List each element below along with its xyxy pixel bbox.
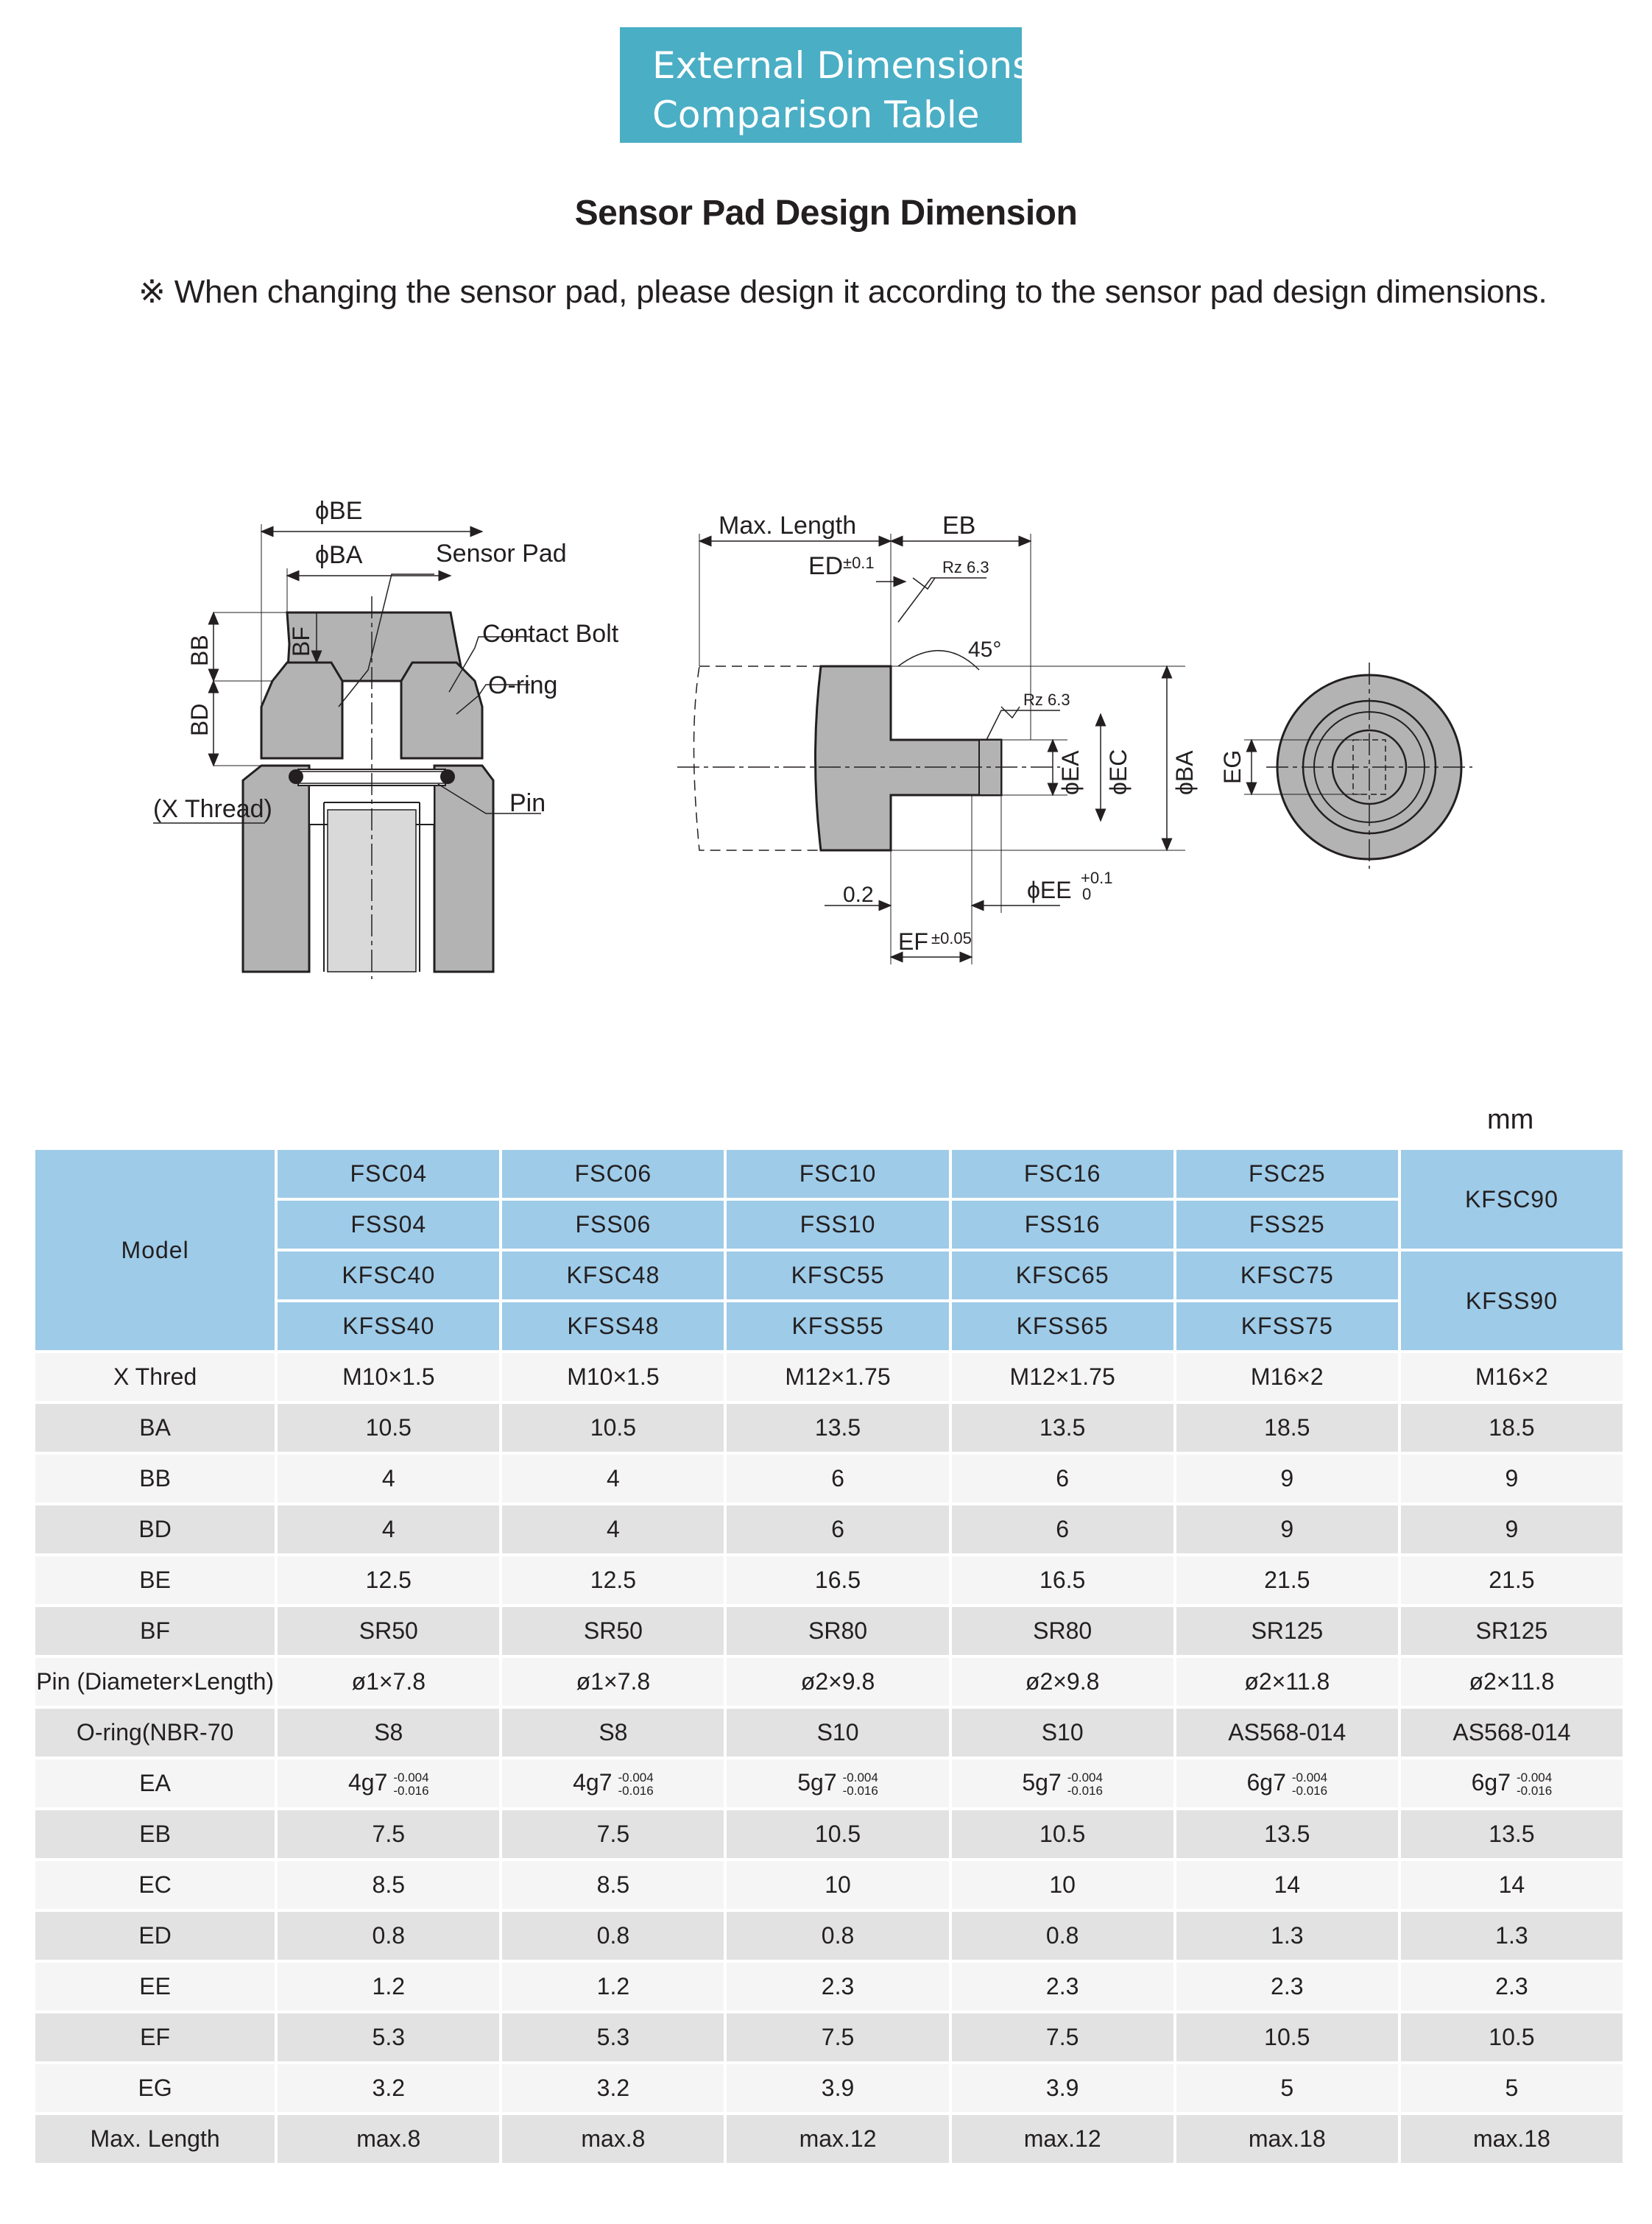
table-cell: SR125	[1401, 1607, 1623, 1655]
tolerance-upper: -0.004	[393, 1770, 429, 1785]
tolerance-lower: -0.016	[1517, 1783, 1553, 1798]
table-cell: S8	[278, 1709, 499, 1757]
label-eb: EB	[942, 512, 976, 540]
label-ed: ED	[808, 552, 844, 580]
table-cell: 3.2	[278, 2064, 499, 2112]
tolerance-lower: -0.016	[1291, 1783, 1328, 1798]
tolerance-lower: -0.016	[1067, 1783, 1103, 1798]
table-cell: 0.8	[278, 1912, 499, 1960]
table-cell: 7.5	[502, 1810, 724, 1858]
table-cell: 2.3	[1176, 1963, 1398, 2011]
table-cell: 10.5	[727, 1810, 948, 1858]
table-cell: 14	[1176, 1861, 1398, 1909]
table-row	[35, 1963, 1623, 2011]
table-cell: M16×2	[1401, 1353, 1623, 1401]
table-cell: 21.5	[1401, 1556, 1623, 1604]
section-heading: Sensor Pad Design Dimension	[574, 194, 1078, 233]
table-cell: S10	[727, 1709, 948, 1757]
label-ec: ϕEC	[1105, 749, 1132, 795]
tolerance-upper: -0.004	[1517, 1770, 1553, 1785]
pad-end-view	[1219, 663, 1472, 869]
table-cell: M12×1.75	[952, 1353, 1173, 1401]
table-cell: max.18	[1176, 2115, 1398, 2163]
table-cell: 9	[1401, 1505, 1623, 1553]
table-cell: 5.3	[278, 2013, 499, 2061]
table-row	[35, 1455, 1623, 1503]
table-row	[35, 1556, 1623, 1604]
model-cell: FSC16	[952, 1150, 1173, 1198]
table-cell: M10×1.5	[502, 1353, 724, 1401]
table-cell: 7.5	[952, 2013, 1173, 2061]
label-ef-tol: ±0.05	[931, 929, 972, 947]
table-cell: 12.5	[278, 1556, 499, 1604]
row-label: EE	[35, 1963, 275, 2011]
cell-value: 4g7	[573, 1769, 613, 1796]
table-cell	[952, 1759, 1173, 1807]
row-label: BB	[35, 1455, 275, 1503]
table-cell: 4	[278, 1505, 499, 1553]
table-cell: 6	[952, 1455, 1173, 1503]
table-cell	[1401, 1759, 1623, 1807]
table-row	[35, 1759, 1623, 1807]
unit-label: mm	[1487, 1104, 1534, 1135]
banner-line-1: External Dimensions	[652, 44, 1032, 87]
design-note: ※ When changing the sensor pad, please design it according to the sensor pad design dimensions.	[138, 274, 1547, 310]
table-cell	[278, 1759, 499, 1807]
cell-value: 5g7	[1022, 1769, 1062, 1796]
tolerance	[843, 1771, 878, 1798]
table-cell: 5	[1176, 2064, 1398, 2112]
table-cell: 10.5	[278, 1404, 499, 1452]
table-cell	[502, 1759, 724, 1807]
table-cell: SR125	[1176, 1607, 1398, 1655]
cell-value: 6g7	[1471, 1769, 1511, 1796]
table-cell: 5.3	[502, 2013, 724, 2061]
model-cell: KFSC40	[278, 1252, 499, 1299]
model-header-row	[35, 1150, 1623, 1198]
row-label: BE	[35, 1556, 275, 1604]
table-cell: 2.3	[952, 1963, 1173, 2011]
row-label: ED	[35, 1912, 275, 1960]
label-ba: ϕBA	[315, 541, 363, 569]
table-cell: ø2×11.8	[1401, 1658, 1623, 1706]
table-cell	[727, 1759, 948, 1807]
table-cell: 8.5	[502, 1861, 724, 1909]
table-cell: max.8	[278, 2115, 499, 2163]
table-row	[35, 1709, 1623, 1757]
model-cell: FSC04	[278, 1150, 499, 1198]
model-cell: KFSS75	[1176, 1302, 1398, 1350]
table-cell: 0.8	[727, 1912, 948, 1960]
table-cell: 10.5	[1176, 2013, 1398, 2061]
table-cell: 6	[727, 1455, 948, 1503]
tolerance-upper: -0.004	[1291, 1770, 1328, 1785]
table-cell: max.18	[1401, 2115, 1623, 2163]
model-cell: KFSC75	[1176, 1252, 1398, 1299]
table-cell: 4	[502, 1455, 724, 1503]
cell-value: 6g7	[1246, 1769, 1286, 1796]
tolerance-lower: -0.016	[393, 1783, 429, 1798]
title-banner	[620, 27, 1032, 143]
table-row	[35, 1658, 1623, 1706]
table-cell: 6	[952, 1505, 1173, 1553]
label-pin: Pin	[509, 789, 546, 817]
model-cell: KFSS40	[278, 1302, 499, 1350]
table-row	[35, 1353, 1623, 1401]
table-cell: 1.3	[1176, 1912, 1398, 1960]
label-contact-bolt: Contact Bolt	[482, 620, 619, 648]
table-cell: ø2×9.8	[727, 1658, 948, 1706]
table-cell: 10.5	[1401, 2013, 1623, 2061]
model-cell: KFSS55	[727, 1302, 948, 1350]
assembly-section-view	[153, 497, 619, 979]
label-ee-tol-top: +0.1	[1081, 869, 1113, 887]
table-cell: 2.3	[727, 1963, 948, 2011]
label-ed-tol: ±0.1	[843, 554, 875, 572]
row-label: BA	[35, 1404, 275, 1452]
pad-body-shape	[816, 666, 1002, 850]
table-cell: 2.3	[1401, 1963, 1623, 2011]
label-max-length: Max. Length	[719, 512, 857, 540]
table-cell: 12.5	[502, 1556, 724, 1604]
contact-bolt-left	[261, 663, 342, 758]
row-label: BD	[35, 1505, 275, 1553]
table-cell	[1176, 1759, 1398, 1807]
row-label: Max. Length	[35, 2115, 275, 2163]
table-cell: M12×1.75	[727, 1353, 948, 1401]
table-cell: 4	[502, 1505, 724, 1553]
row-label: EF	[35, 2013, 275, 2061]
table-cell: 10	[952, 1861, 1173, 1909]
label-oring: O-ring	[488, 671, 558, 699]
table-cell: 9	[1176, 1455, 1398, 1503]
tolerance-lower: -0.016	[842, 1783, 878, 1798]
table-cell: ø2×9.8	[952, 1658, 1173, 1706]
label-rz-top: Rz 6.3	[942, 558, 989, 576]
table-cell: 18.5	[1401, 1404, 1623, 1452]
tolerance-lower: -0.016	[618, 1783, 654, 1798]
table-cell: 4	[278, 1455, 499, 1503]
table-cell: 7.5	[278, 1810, 499, 1858]
table-row	[35, 2115, 1623, 2163]
table-cell: 13.5	[1401, 1810, 1623, 1858]
table-cell: SR80	[952, 1607, 1173, 1655]
model-cell: FSC25	[1176, 1150, 1398, 1198]
label-eg: EG	[1219, 749, 1246, 784]
table-cell: 5	[1401, 2064, 1623, 2112]
label-rz-bottom: Rz 6.3	[1023, 691, 1070, 709]
table-row	[35, 1607, 1623, 1655]
contact-bolt-right	[401, 663, 482, 758]
label-ea: ϕEA	[1057, 750, 1084, 795]
table-cell: 3.9	[952, 2064, 1173, 2112]
table-cell: M16×2	[1176, 1353, 1398, 1401]
row-label: EC	[35, 1861, 275, 1909]
table-cell: 0.8	[952, 1912, 1173, 1960]
label-be: ϕBE	[315, 497, 363, 525]
table-cell: 14	[1401, 1861, 1623, 1909]
table-cell: 3.9	[727, 2064, 948, 2112]
tolerance	[618, 1771, 654, 1798]
model-cell: FSS16	[952, 1201, 1173, 1249]
table-cell: max.12	[727, 2115, 948, 2163]
table-cell: 0.8	[502, 1912, 724, 1960]
model-label: Model	[35, 1150, 275, 1350]
label-gap: 0.2	[843, 883, 874, 907]
table-cell: 9	[1401, 1455, 1623, 1503]
table-cell: 21.5	[1176, 1556, 1398, 1604]
table-cell: max.12	[952, 2115, 1173, 2163]
oring-left	[289, 769, 303, 784]
table-cell: ø1×7.8	[502, 1658, 724, 1706]
label-ee: ϕEE	[1027, 877, 1072, 903]
banner-line-2: Comparison Table	[652, 93, 980, 136]
tolerance	[1292, 1771, 1327, 1798]
table-cell: ø1×7.8	[278, 1658, 499, 1706]
table-cell: ø2×11.8	[1176, 1658, 1398, 1706]
row-label: O-ring(NBR-70	[35, 1709, 275, 1757]
table-cell: 1.2	[502, 1963, 724, 2011]
table-cell: 18.5	[1176, 1404, 1398, 1452]
label-ee-tol-bottom: 0	[1082, 885, 1092, 903]
pad-detail-view	[677, 512, 1198, 964]
table-cell: SR50	[278, 1607, 499, 1655]
table-cell: 13.5	[727, 1404, 948, 1452]
label-angle: 45°	[968, 638, 1002, 662]
table-cell: 13.5	[1176, 1810, 1398, 1858]
table-cell: M10×1.5	[278, 1353, 499, 1401]
label-bd: BD	[186, 703, 213, 736]
model-cell: FSS25	[1176, 1201, 1398, 1249]
label-x-thread: (X Thread)	[153, 795, 272, 823]
table-cell: 3.2	[502, 2064, 724, 2112]
label-ef: EF	[898, 928, 928, 955]
cell-value: 4g7	[347, 1769, 388, 1796]
row-label: EB	[35, 1810, 275, 1858]
table-cell: 10.5	[502, 1404, 724, 1452]
table-row	[35, 2013, 1623, 2061]
row-label: EG	[35, 2064, 275, 2112]
tolerance-upper: -0.004	[1067, 1770, 1103, 1785]
row-label: EA	[35, 1759, 275, 1807]
row-label: X Thred	[35, 1353, 275, 1401]
table-cell: 16.5	[952, 1556, 1173, 1604]
label-ba-detail: ϕBA	[1171, 750, 1198, 795]
table-cell: S8	[502, 1709, 724, 1757]
table-row	[35, 1404, 1623, 1452]
dimensions-table	[32, 1147, 1625, 2166]
model-cell: FSC06	[502, 1150, 724, 1198]
tolerance-upper: -0.004	[842, 1770, 878, 1785]
model-cell: FSC10	[727, 1150, 948, 1198]
table-cell: SR50	[502, 1607, 724, 1655]
tolerance	[393, 1771, 428, 1798]
table-row	[35, 1810, 1623, 1858]
table-cell: 1.2	[278, 1963, 499, 2011]
model-cell: KFSC48	[502, 1252, 724, 1299]
table-cell: 7.5	[727, 2013, 948, 2061]
table-cell: AS568-014	[1401, 1709, 1623, 1757]
tolerance-upper: -0.004	[618, 1770, 654, 1785]
table-cell: 6	[727, 1505, 948, 1553]
label-sensor-pad: Sensor Pad	[436, 540, 567, 568]
tolerance	[1067, 1771, 1103, 1798]
model-cell: FSS10	[727, 1201, 948, 1249]
table-cell: 9	[1176, 1505, 1398, 1553]
table-cell: 1.3	[1401, 1912, 1623, 1960]
table-cell: 13.5	[952, 1404, 1173, 1452]
model-cell-last: KFSS90	[1401, 1252, 1623, 1350]
table-row	[35, 1505, 1623, 1553]
model-cell: FSS04	[278, 1201, 499, 1249]
model-cell: KFSS65	[952, 1302, 1173, 1350]
table-row	[35, 1861, 1623, 1909]
model-cell-last: KFSC90	[1401, 1150, 1623, 1249]
row-label: Pin (Diameter×Length)	[35, 1658, 275, 1706]
tolerance	[1517, 1771, 1552, 1798]
table-row	[35, 1912, 1623, 1960]
table-cell: AS568-014	[1176, 1709, 1398, 1757]
label-bf: BF	[288, 626, 314, 657]
table-row	[35, 2064, 1623, 2112]
table-cell: 10	[727, 1861, 948, 1909]
table-cell: max.8	[502, 2115, 724, 2163]
technical-drawing	[140, 486, 1509, 986]
table-cell: 16.5	[727, 1556, 948, 1604]
oring-right	[440, 769, 455, 784]
table-cell: SR80	[727, 1607, 948, 1655]
model-cell: KFSC55	[727, 1252, 948, 1299]
row-label: BF	[35, 1607, 275, 1655]
model-cell: FSS06	[502, 1201, 724, 1249]
model-cell: KFSS48	[502, 1302, 724, 1350]
table-cell: 10.5	[952, 1810, 1173, 1858]
model-cell: KFSC65	[952, 1252, 1173, 1299]
label-bb: BB	[186, 635, 213, 666]
holder-body-right	[434, 766, 493, 972]
table-cell: S10	[952, 1709, 1173, 1757]
cell-value: 5g7	[797, 1769, 837, 1796]
table-cell: 8.5	[278, 1861, 499, 1909]
